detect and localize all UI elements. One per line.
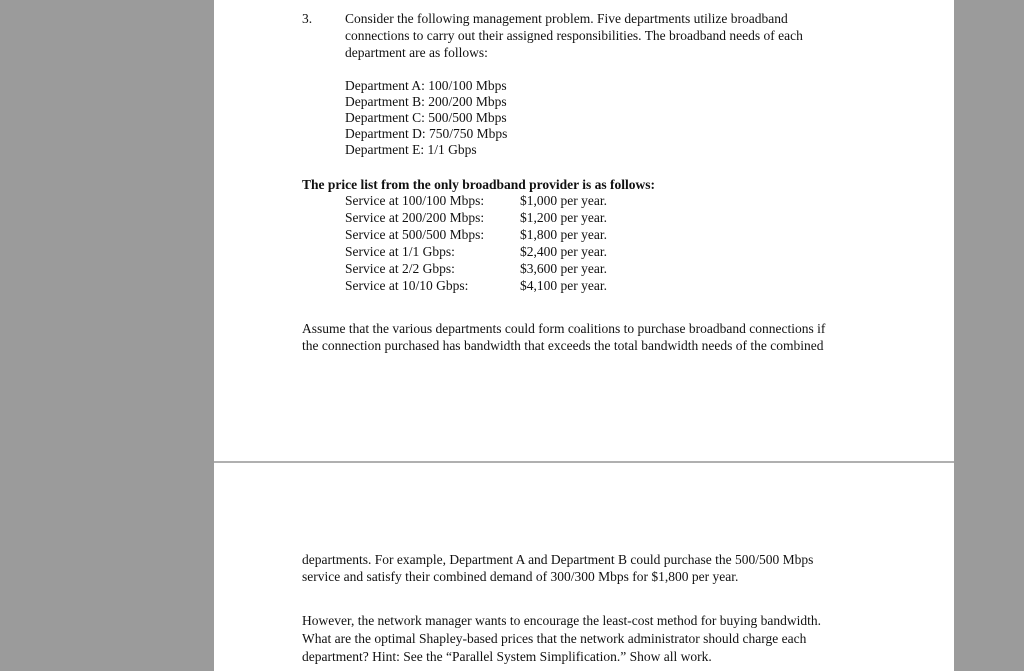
price-amount: $1,000 per year. — [520, 193, 607, 208]
continued-line: departments. For example, Department A and Department B could purchase the 500/500 Mbps — [302, 552, 814, 567]
department-item: Department C: 500/500 Mbps — [345, 110, 507, 125]
price-service: Service at 10/10 Gbps: — [345, 278, 469, 293]
price-amount: $2,400 per year. — [520, 244, 607, 259]
final-line: What are the optimal Shapley-based prices that the network administrator should charge each — [302, 631, 807, 646]
continued-line: service and satisfy their combined demand of 300/300 Mbps for $1,800 per year. — [302, 569, 739, 584]
assume-line: Assume that the various departments could form coalitions to purchase broadband connections if — [302, 321, 826, 336]
intro-line: connections to carry out their assigned responsibilities. The broadband needs of each — [345, 28, 803, 43]
final-line: However, the network manager wants to encourage the least-cost method for buying bandwidth. — [302, 613, 822, 628]
intro-line: Consider the following management problem. Five departments utilize broadband — [345, 11, 788, 26]
price-service: Service at 100/100 Mbps: — [345, 193, 485, 208]
problem-number: 3. — [302, 11, 313, 26]
price-list-heading: The price list from the only broadband provider is as follows: — [302, 177, 656, 192]
price-service: Service at 500/500 Mbps: — [345, 227, 485, 242]
assume-line: the connection purchased has bandwidth that exceeds the total bandwidth needs of the combined — [302, 338, 824, 353]
intro-line: department are as follows: — [345, 45, 488, 60]
department-item: Department E: 1/1 Gbps — [345, 142, 477, 157]
price-amount: $3,600 per year. — [520, 261, 607, 276]
department-item: Department D: 750/750 Mbps — [345, 126, 508, 141]
price-service: Service at 2/2 Gbps: — [345, 261, 455, 276]
price-amount: $1,800 per year. — [520, 227, 607, 242]
price-service: Service at 1/1 Gbps: — [345, 244, 455, 259]
department-item: Department B: 200/200 Mbps — [345, 94, 507, 109]
price-service: Service at 200/200 Mbps: — [345, 210, 485, 225]
price-amount: $1,200 per year. — [520, 210, 607, 225]
final-line: department? Hint: See the “Parallel System Simplification.” Show all work. — [302, 649, 712, 664]
price-amount: $4,100 per year. — [520, 278, 607, 293]
department-item: Department A: 100/100 Mbps — [345, 78, 507, 93]
